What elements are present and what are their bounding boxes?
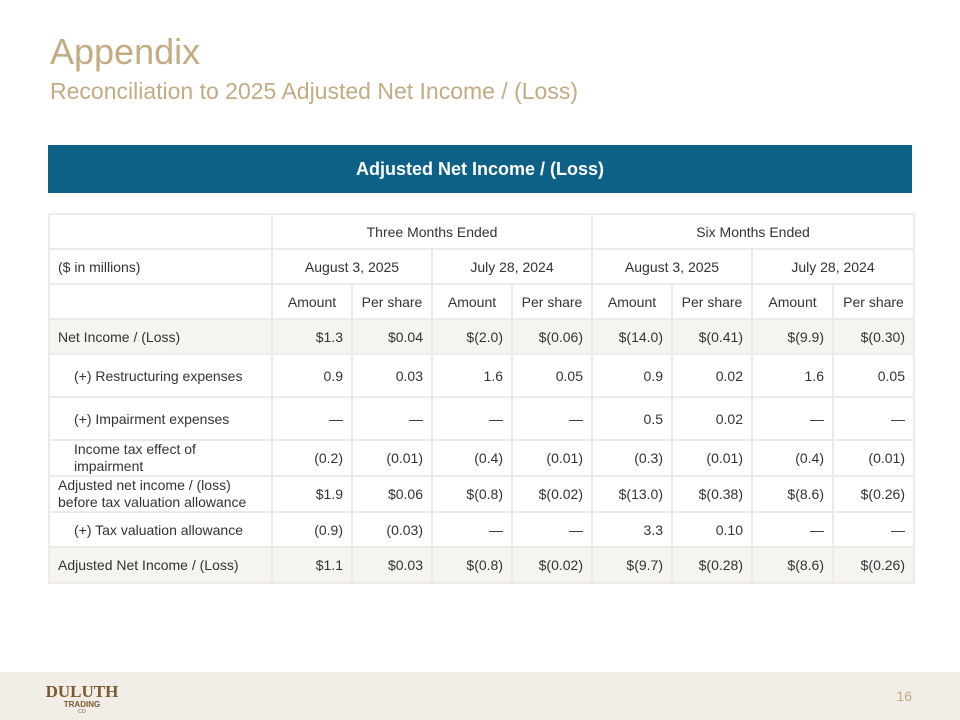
table-cell: 0.02 <box>672 397 752 440</box>
table-cell: — <box>272 397 352 440</box>
column-header: Amount <box>272 284 352 319</box>
table-cell: (0.01) <box>833 440 914 476</box>
column-header: Per share <box>672 284 752 319</box>
column-header: Amount <box>752 284 833 319</box>
table-cell: — <box>752 512 833 547</box>
logo-sub-text: TRADING <box>63 700 101 709</box>
footer-bar <box>0 672 960 720</box>
column-header: Per share <box>512 284 592 319</box>
date-header: July 28, 2024 <box>432 249 592 284</box>
table-cell: $0.04 <box>352 319 432 354</box>
table-cell: 0.02 <box>672 354 752 397</box>
table-cell: 0.9 <box>272 354 352 397</box>
date-header: August 3, 2025 <box>272 249 432 284</box>
row-label <box>49 476 272 512</box>
date-header: August 3, 2025 <box>592 249 752 284</box>
table-cell: $(0.30) <box>833 319 914 354</box>
table-cell: $(0.06) <box>512 319 592 354</box>
table-cell: 0.05 <box>833 354 914 397</box>
table-cell: — <box>833 512 914 547</box>
table-cell: — <box>833 397 914 440</box>
table-cell: $(9.7) <box>592 547 672 583</box>
table-cell: $(0.38) <box>672 476 752 512</box>
column-header: Per share <box>352 284 432 319</box>
period-header-three-months: Three Months Ended <box>272 214 592 249</box>
table-cell: — <box>512 397 592 440</box>
table-banner: Adjusted Net Income / (Loss) <box>48 145 912 193</box>
table-row <box>49 512 914 547</box>
logo-main-text: DULUTH <box>45 682 119 701</box>
table-cell: (0.9) <box>272 512 352 547</box>
table-cell: 0.05 <box>512 354 592 397</box>
table-cell: 0.10 <box>672 512 752 547</box>
table-row <box>49 354 914 397</box>
table-cell: 1.6 <box>432 354 512 397</box>
table-cell: (0.01) <box>672 440 752 476</box>
table-cell: (0.4) <box>432 440 512 476</box>
column-header: Per share <box>833 284 914 319</box>
table-cell: — <box>512 512 592 547</box>
table-row <box>49 397 914 440</box>
header-empty-cell <box>49 284 272 319</box>
page-title: Appendix <box>50 31 201 72</box>
table-cell: $(0.28) <box>672 547 752 583</box>
header-empty-cell <box>49 214 272 249</box>
table-cell: $(2.0) <box>432 319 512 354</box>
units-label: ($ in millions) <box>49 249 272 284</box>
row-label: Net Income / (Loss) <box>49 319 272 354</box>
page-subtitle: Reconciliation to 2025 Adjusted Net Income / (Loss) <box>50 78 579 104</box>
table-cell: (0.2) <box>272 440 352 476</box>
table-row <box>49 476 914 512</box>
row-label-text: Adjusted net income / (loss) before tax valuation allowance <box>58 477 247 510</box>
date-header: July 28, 2024 <box>752 249 914 284</box>
column-header: Amount <box>432 284 512 319</box>
table-cell: $(0.8) <box>432 476 512 512</box>
row-label: (+) Restructuring expenses <box>49 354 272 397</box>
duluth-trading-logo <box>40 680 124 714</box>
table-cell: — <box>432 397 512 440</box>
row-label: (+) Tax valuation allowance <box>49 512 272 547</box>
table-cell: $(8.6) <box>752 476 833 512</box>
table-cell: $1.3 <box>272 319 352 354</box>
table-cell: $(0.41) <box>672 319 752 354</box>
table-row <box>49 319 914 354</box>
table-cell: (0.01) <box>352 440 432 476</box>
logo-co-text: CO <box>78 709 86 714</box>
table-cell: 3.3 <box>592 512 672 547</box>
column-header: Amount <box>592 284 672 319</box>
table-cell: — <box>432 512 512 547</box>
table-row <box>49 547 914 583</box>
table-cell: (0.03) <box>352 512 432 547</box>
table-row <box>49 440 914 476</box>
table-cell: $(0.02) <box>512 547 592 583</box>
table-cell: 1.6 <box>752 354 833 397</box>
table-cell: $(0.26) <box>833 547 914 583</box>
table-cell: $1.9 <box>272 476 352 512</box>
table-cell: $(13.0) <box>592 476 672 512</box>
table-cell: $(8.6) <box>752 547 833 583</box>
table-cell: $0.03 <box>352 547 432 583</box>
table-cell: — <box>352 397 432 440</box>
row-label: Adjusted Net Income / (Loss) <box>49 547 272 583</box>
table-cell: $(14.0) <box>592 319 672 354</box>
row-label-text: Income tax effect of impairment <box>74 441 196 474</box>
reconciliation-table <box>48 213 915 584</box>
row-label: (+) Impairment expenses <box>49 397 272 440</box>
table-cell: $(0.26) <box>833 476 914 512</box>
table-cell: $1.1 <box>272 547 352 583</box>
table-cell: (0.3) <box>592 440 672 476</box>
table-cell: $0.06 <box>352 476 432 512</box>
table-cell: $(0.02) <box>512 476 592 512</box>
table-cell: $(9.9) <box>752 319 833 354</box>
page-number: 16 <box>896 688 912 704</box>
table-cell: 0.03 <box>352 354 432 397</box>
period-header-six-months: Six Months Ended <box>592 214 914 249</box>
table-cell: (0.01) <box>512 440 592 476</box>
table-cell: — <box>752 397 833 440</box>
table-cell: 0.5 <box>592 397 672 440</box>
table-cell: (0.4) <box>752 440 833 476</box>
table-cell: 0.9 <box>592 354 672 397</box>
row-label <box>49 440 272 476</box>
table-cell: $(0.8) <box>432 547 512 583</box>
